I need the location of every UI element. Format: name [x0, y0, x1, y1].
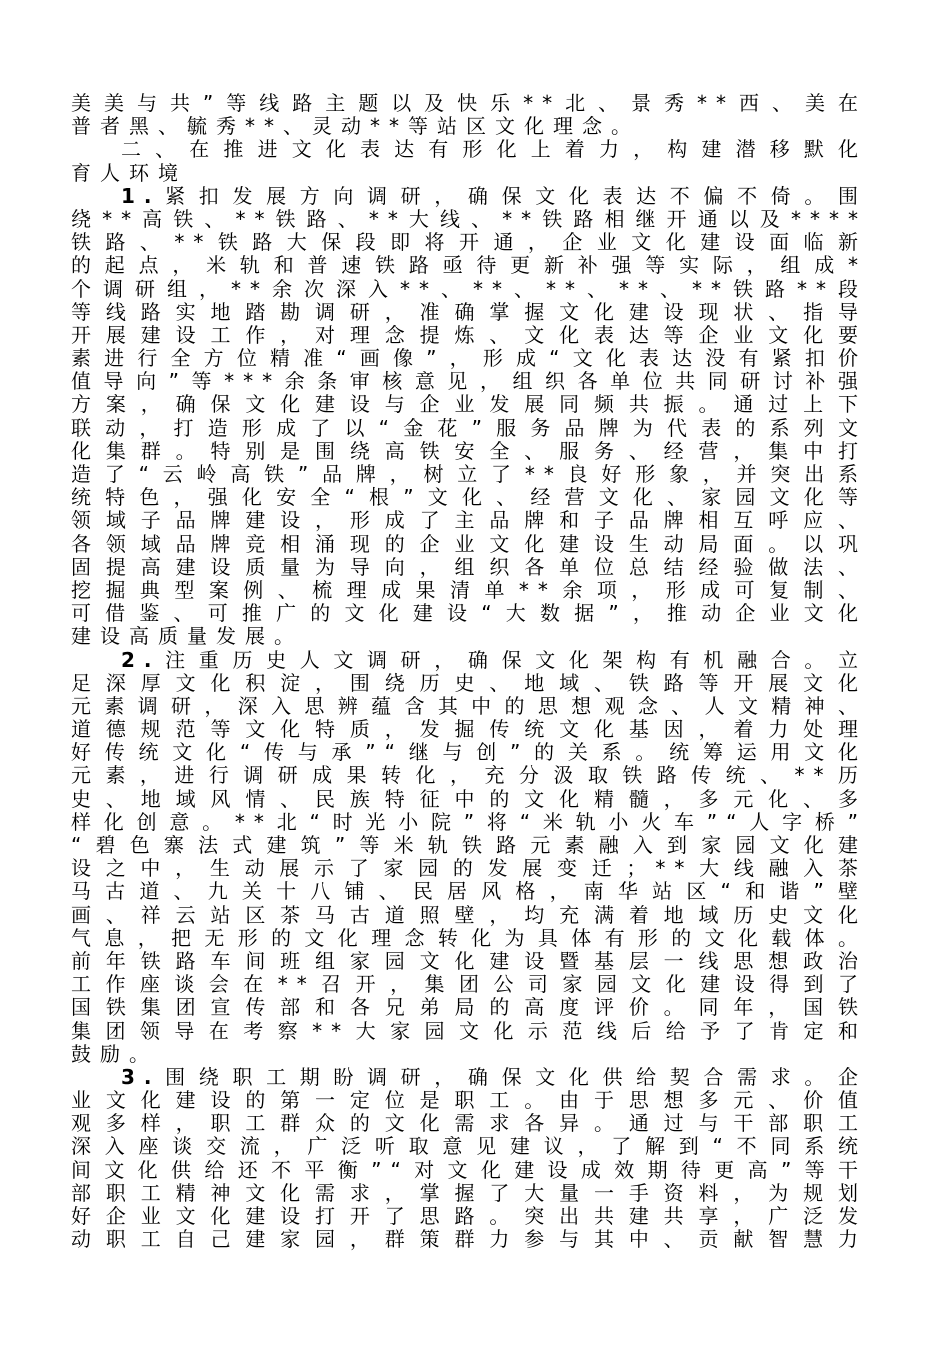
text-line: 好企业文化建设打开了思路。突出共建共享，广泛发 — [71, 1205, 867, 1228]
text-line: 国铁集团宣传部和各兄弟局的高度评价。同年，国铁 — [71, 996, 867, 1020]
text-line: 可借鉴、可推广的文化建设“大数据”，推动企业文化 — [71, 602, 867, 626]
text-line: 前年铁路车间班组家园文化建设暨基层一线思想政治 — [71, 949, 867, 973]
text-line: 各领域品牌竞相涌现的企业文化建设生动局面。以巩 — [71, 532, 867, 556]
text-line: 美美与共”等线路主题以及快乐**北、景秀**西、美在 — [71, 92, 867, 115]
text-line: 素进行全方位精准“画像”，形成“文化表达没有紧扣价 — [71, 347, 867, 371]
text-line: 元素调研，深入思辨蕴含其中的思想观念、人文精神、 — [71, 694, 867, 718]
text-line: 等线路实地踏勘调研，准确掌握文化建设现状、指导 — [71, 300, 867, 324]
text-line: 间文化供给还不平衡”“对文化建设成效期待更高”等干 — [71, 1158, 867, 1182]
text-line: 化集群。特别是围绕高铁安全、服务、经营，集中打 — [71, 439, 867, 463]
text-line: 业文化建设的第一定位是职工。由于思想多元、价值 — [71, 1089, 867, 1113]
paragraph-continuation — [71, 92, 867, 138]
text-line: “碧色寨法式建筑”等米轨铁路元素融入到家园文化建 — [71, 834, 867, 857]
text-line: 马古道、九关十八铺、民居风格，南华站区“和谐”壁 — [71, 880, 867, 904]
item-number: 3. — [121, 1065, 161, 1089]
text-line: 动职工自己建家园，群策群力参与其中、贡献智慧力 — [71, 1228, 867, 1252]
document-page — [71, 92, 867, 1251]
text-line: 铁路、**铁路大保段即将开通，企业文化建设面临新 — [71, 231, 867, 255]
text-line: 集团领导在考察**大家园文化示范线后给予了肯定和 — [71, 1019, 867, 1043]
text-line: 普者黑、毓秀**、灵动**等站区文化理念。 — [71, 115, 640, 139]
text-line: 固提高建设质量为导向，组织各单位总结经验做法、 — [71, 555, 867, 579]
text-line: 值导向”等***余条审核意见，组织各单位共同研讨补强 — [71, 370, 867, 394]
text-line: 绕**高铁、**铁路、**大线、**铁路相继开通以及**** — [71, 207, 867, 231]
text-line — [71, 1066, 867, 1089]
text-line: 气息，把无形的文化理念转化为具体有形的文化载体。 — [71, 926, 867, 950]
text-line: 深入座谈交流，广泛听取意见建议，了解到“不同系统 — [71, 1135, 867, 1159]
text-line: 开展建设工作，对理念提炼、文化表达等企业文化要 — [71, 323, 867, 347]
text-line: 造了“云岭高铁”品牌，树立了**良好形象，并突出系 — [71, 463, 867, 486]
section-heading — [71, 138, 867, 184]
item-heading-text: 紧扣发展方向调研，确保文化表达不偏不倚。围 — [160, 184, 867, 208]
text-line: 方案，确保文化建设与企业发展同频共振。通过上下 — [71, 393, 867, 417]
item-heading-text: 围绕职工期盼调研，确保文化供给契合需求。企 — [160, 1065, 867, 1089]
text-line: 鼓励。 — [71, 1042, 158, 1066]
paragraph-item-2 — [71, 649, 867, 1066]
item-number: 2. — [121, 648, 161, 672]
text-line: 挖掘典型案例、梳理成果清单**余项，形成可复制、 — [71, 578, 867, 602]
item-heading-text: 注重历史人文调研，确保文化架构有机融合。立 — [160, 648, 867, 672]
text-line: 道德规范等文化特质，发掘传统文化基因，着力处理 — [71, 718, 867, 742]
text-line — [71, 649, 867, 672]
text-line: 元素，进行调研成果转化，充分汲取铁路传统、**历 — [71, 764, 867, 788]
text-line: 领域子品牌建设，形成了主品牌和子品牌相互呼应、 — [71, 509, 867, 533]
paragraph-item-3 — [71, 1066, 867, 1252]
text-line: 画、祥云站区茶马古道照壁，均充满着地域历史文化 — [71, 903, 867, 927]
text-line: 联动，打造形成了以“金花”服务品牌为代表的系列文 — [71, 416, 867, 440]
text-line: 的起点，米轨和普速铁路亟待更新补强等实际，组成* — [71, 254, 867, 278]
text-line: 建设高质量发展。 — [71, 625, 303, 649]
text-line: 工作座谈会在**召开，集团公司家园文化建设得到了 — [71, 973, 867, 997]
text-line: 观多样，职工群众的文化需求各异。通过与干部职工 — [71, 1112, 867, 1136]
text-line: 足深厚文化积淀，围绕历史、地域、铁路等开展文化 — [71, 671, 867, 695]
text-line: 育人环境 — [71, 161, 187, 185]
text-line: 统特色，强化安全“根”文化、经营文化、家园文化等 — [71, 486, 867, 510]
item-number: 1. — [121, 184, 161, 208]
paragraph-item-1 — [71, 185, 867, 649]
text-line: 二、在推进文化表达有形化上着力，构建潜移默化 — [121, 138, 867, 162]
text-line: 样化创意。**北“时光小院”将“米轨小火车”“人字桥” — [71, 810, 867, 834]
text-line: 个调研组，**余次深入**、**、**、**、**铁路**段 — [71, 277, 867, 301]
text-line: 部职工精神文化需求，掌握了大量一手资料，为规划 — [71, 1181, 867, 1205]
text-line: 史、地域风情、民族特征中的文化精髓，多元化、多 — [71, 787, 867, 811]
text-line: 好传统文化“传与承”“继与创”的关系。统筹运用文化 — [71, 741, 867, 765]
text-line — [71, 185, 867, 208]
text-line: 设之中，生动展示了家园的发展变迁；**大线融入茶 — [71, 857, 867, 881]
